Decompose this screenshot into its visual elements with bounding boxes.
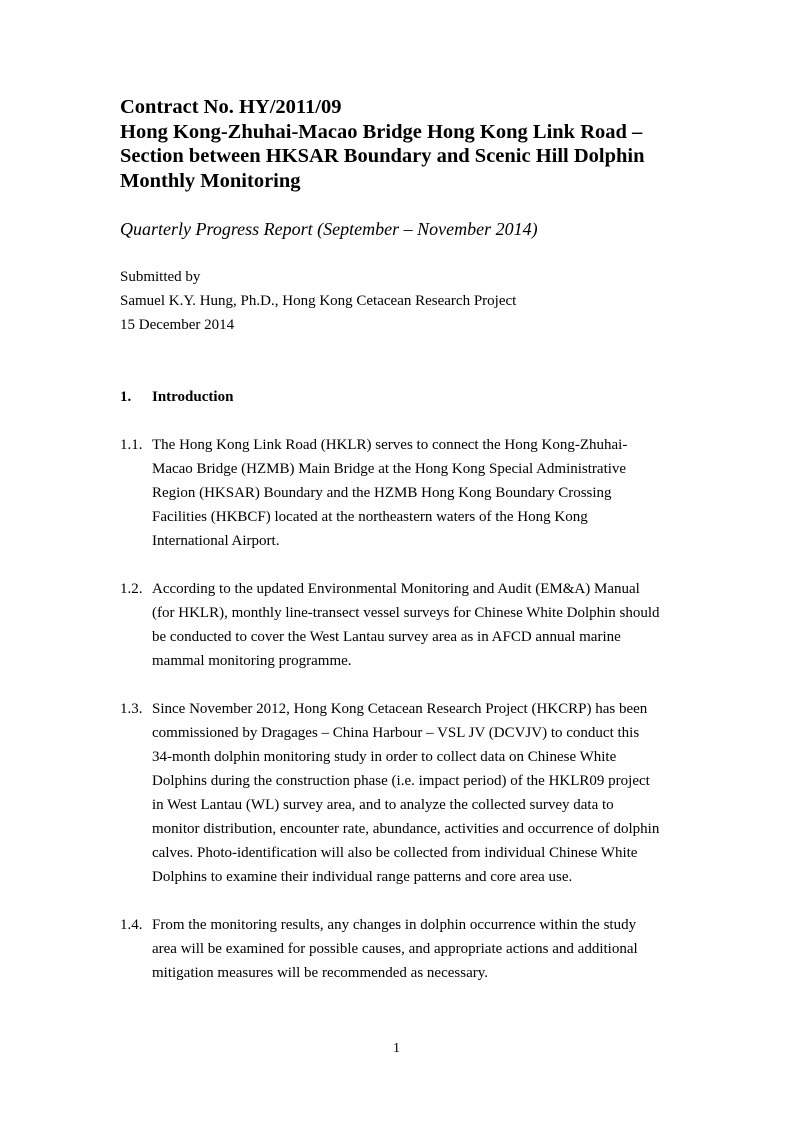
paragraph-line: 34-month dolphin monitoring study in order to collect data on Chinese White [152, 749, 617, 765]
page-number: 1 [393, 1041, 400, 1056]
paragraph-line: Region (HKSAR) Boundary and the HZMB Hong Kong Boundary Crossing [152, 485, 612, 501]
paragraph-1-4 [120, 913, 700, 985]
submitted-by-label: Submitted by [120, 269, 201, 285]
paragraph-line: commissioned by Dragages – China Harbour – VSL JV (DCVJV) to conduct this [152, 725, 640, 741]
title-line-monitoring: Monthly Monitoring [120, 169, 301, 192]
paragraph-line: Dolphins during the construction phase (i.e. impact period) of the HKLR09 project [152, 773, 650, 789]
paragraph-number: 1.4. [120, 917, 143, 933]
paragraph-line: The Hong Kong Link Road (HKLR) serves to connect the Hong Kong-Zhuhai- [152, 437, 628, 453]
title-line-project: Hong Kong-Zhuhai-Macao Bridge Hong Kong Link Road – [120, 120, 643, 143]
paragraph-line: Since November 2012, Hong Kong Cetacean Research Project (HKCRP) has been [152, 701, 648, 717]
title-line-contract: Contract No. HY/2011/09 [120, 96, 342, 118]
paragraph-line: be conducted to cover the West Lantau survey area as in AFCD annual marine [152, 629, 621, 645]
paragraph-1-1 [120, 433, 700, 553]
submission-block [120, 265, 516, 337]
paragraph-line: monitor distribution, encounter rate, abundance, activities and occurrence of dolphin [152, 821, 660, 837]
paragraph-number: 1.1. [120, 437, 143, 453]
paragraph-line: calves. Photo-identification will also be collected from individual Chinese White [152, 845, 638, 861]
paragraph-line: Dolphins to examine their individual range patterns and core area use. [152, 869, 573, 885]
paragraph-line: Facilities (HKBCF) located at the northeastern waters of the Hong Kong [152, 509, 588, 525]
paragraph-line: mitigation measures will be recommended as necessary. [152, 965, 488, 981]
paragraph-1-3 [120, 697, 700, 889]
paragraph-line: International Airport. [152, 533, 280, 549]
section-number: 1. [120, 389, 132, 405]
paragraph-line: in West Lantau (WL) survey area, and to analyze the collected survey data to [152, 797, 614, 813]
paragraph-1-2 [120, 577, 700, 673]
author-line: Samuel K.Y. Hung, Ph.D., Hong Kong Cetacean Research Project [120, 293, 517, 309]
paragraph-line: Macao Bridge (HZMB) Main Bridge at the Hong Kong Special Administrative [152, 461, 627, 477]
paragraph-line: According to the updated Environmental Monitoring and Audit (EM&A) Manual [152, 581, 640, 597]
paragraph-line: mammal monitoring programme. [152, 653, 352, 669]
paragraph-line: From the monitoring results, any changes in dolphin occurrence within the study [152, 917, 637, 933]
report-subtitle: Quarterly Progress Report (September – November 2014) [120, 219, 538, 239]
title-line-section: Section between HKSAR Boundary and Scenic Hill Dolphin [120, 145, 645, 167]
paragraph-line: (for HKLR), monthly line-transect vessel surveys for Chinese White Dolphin should [152, 605, 660, 621]
paragraph-number: 1.2. [120, 581, 143, 597]
section-heading-introduction [120, 385, 233, 409]
submission-date: 15 December 2014 [120, 317, 235, 333]
report-title [120, 95, 720, 193]
section-title: Introduction [152, 389, 234, 405]
paragraph-line: area will be examined for possible causes, and appropriate actions and additional [152, 941, 638, 957]
paragraph-number: 1.3. [120, 701, 143, 717]
